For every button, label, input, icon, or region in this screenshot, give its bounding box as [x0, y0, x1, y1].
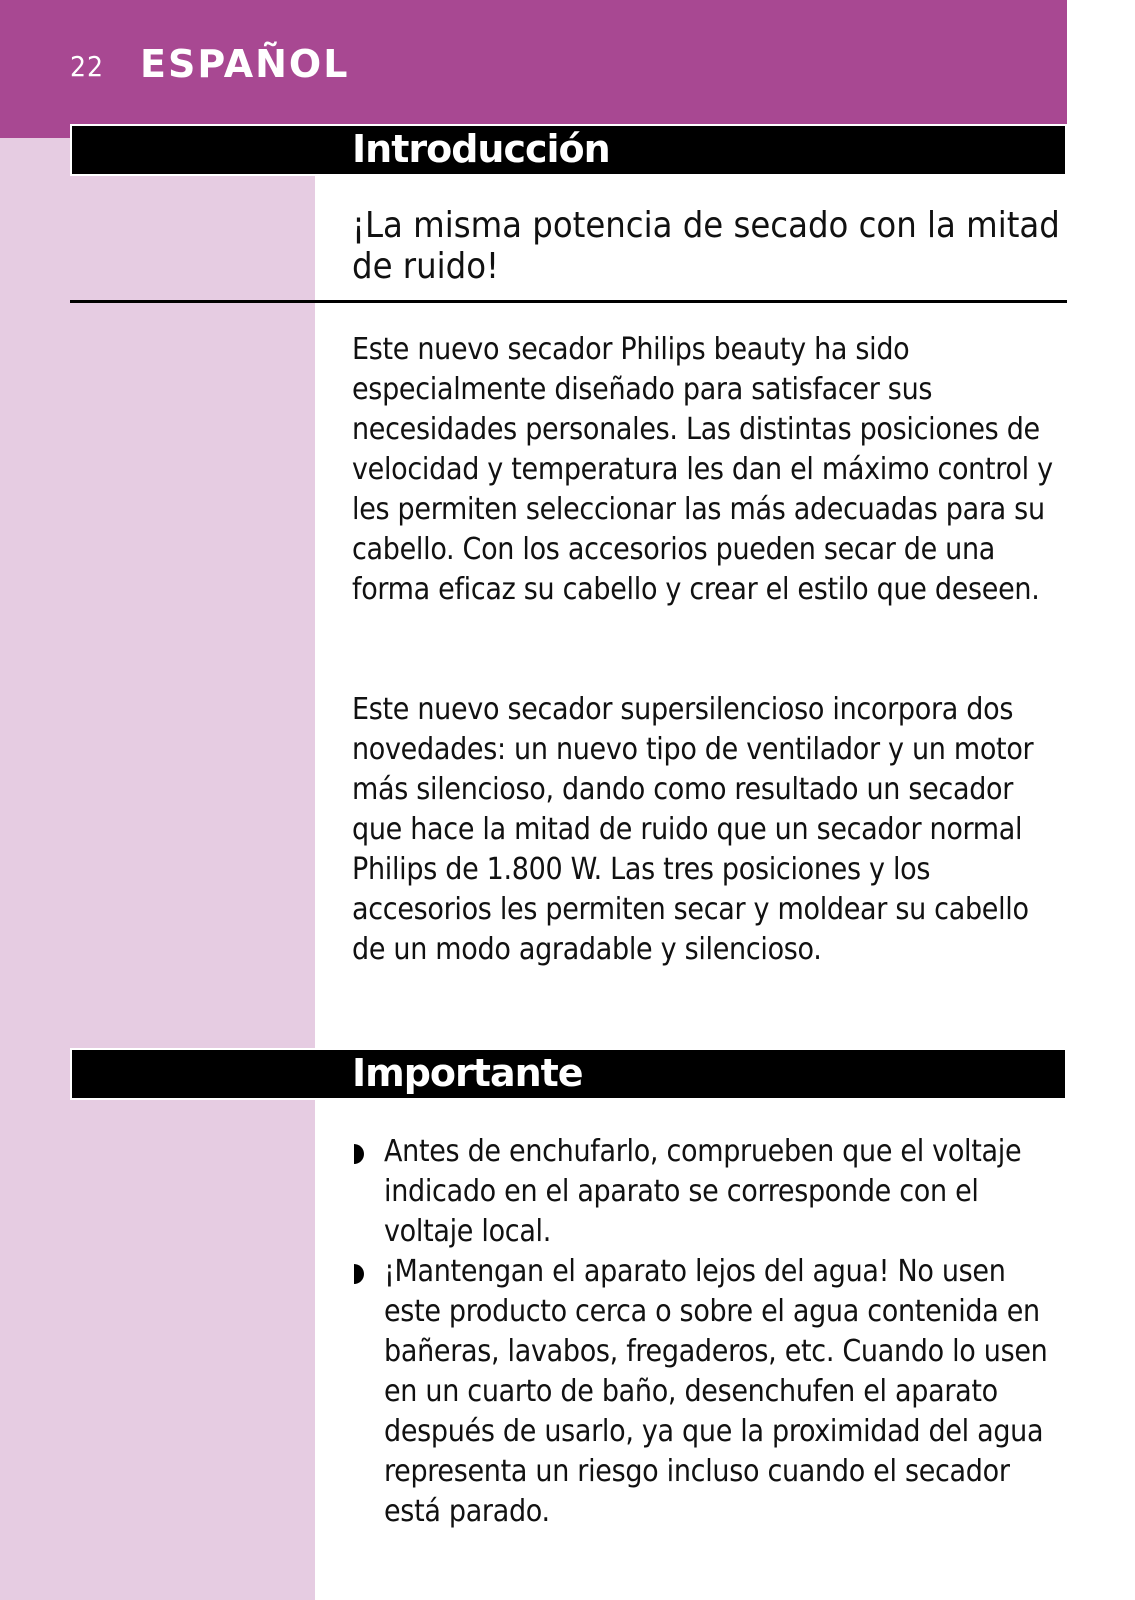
page-number: 22 — [70, 50, 105, 83]
intro-paragraph-1: Este nuevo secador Philips beauty ha sido especialmente diseñado para satisfacer sus necesidades personales. Las distintas posiciones de velocidad y temperatura les dan el máximo control y les permiten seleccionar las más adecuadas para su cabello. Con los accesorios pueden secar de una forma eficaz su cabello y crear el estilo que deseen. — [352, 332, 1053, 607]
list-item-text: ¡Mantengan el aparato lejos del agua! No usen este producto cerca o sobre el agua contenida en bañeras, lavabos, fregaderos, etc. Cuando lo usen en un cuarto de baño, desenchufen el aparato después de usarlo, ya que la proximidad del agua representa un riesgo incluso cuando el secador está parado. — [384, 1254, 1048, 1529]
list-item-text: Antes de enchufarlo, comprueben que el voltaje indicado en el aparato se corresponde con el voltaje local. — [384, 1134, 1022, 1249]
important-list — [352, 1132, 1064, 1532]
header-band — [0, 0, 1067, 138]
list-item — [352, 1252, 1064, 1532]
list-item — [352, 1132, 1064, 1252]
section-title: Importante — [352, 1051, 583, 1095]
divider-rule — [70, 300, 1067, 303]
section-header-introduccion — [70, 124, 1067, 176]
section-header-importante — [70, 1048, 1067, 1100]
language-title: ESPAÑOL — [140, 42, 350, 86]
intro-paragraph-2: Este nuevo secador supersilencioso incorpora dos novedades: un nuevo tipo de ventilador y un motor más silencioso, dando como resultado un secador que hace la mitad de ruido que un secador normal Philips de 1.800 W. Las tres posiciones y los accesorios les permiten secar y moldear su cabello de un modo agradable y silencioso. — [352, 692, 1034, 967]
half-circle-bullet-icon — [354, 1264, 364, 1284]
section-title: Introducción — [352, 127, 610, 171]
sidebar-background — [0, 0, 315, 1600]
half-circle-bullet-icon — [354, 1144, 364, 1164]
tagline: ¡La misma potencia de secado con la mitad de ruido! — [352, 205, 1060, 287]
